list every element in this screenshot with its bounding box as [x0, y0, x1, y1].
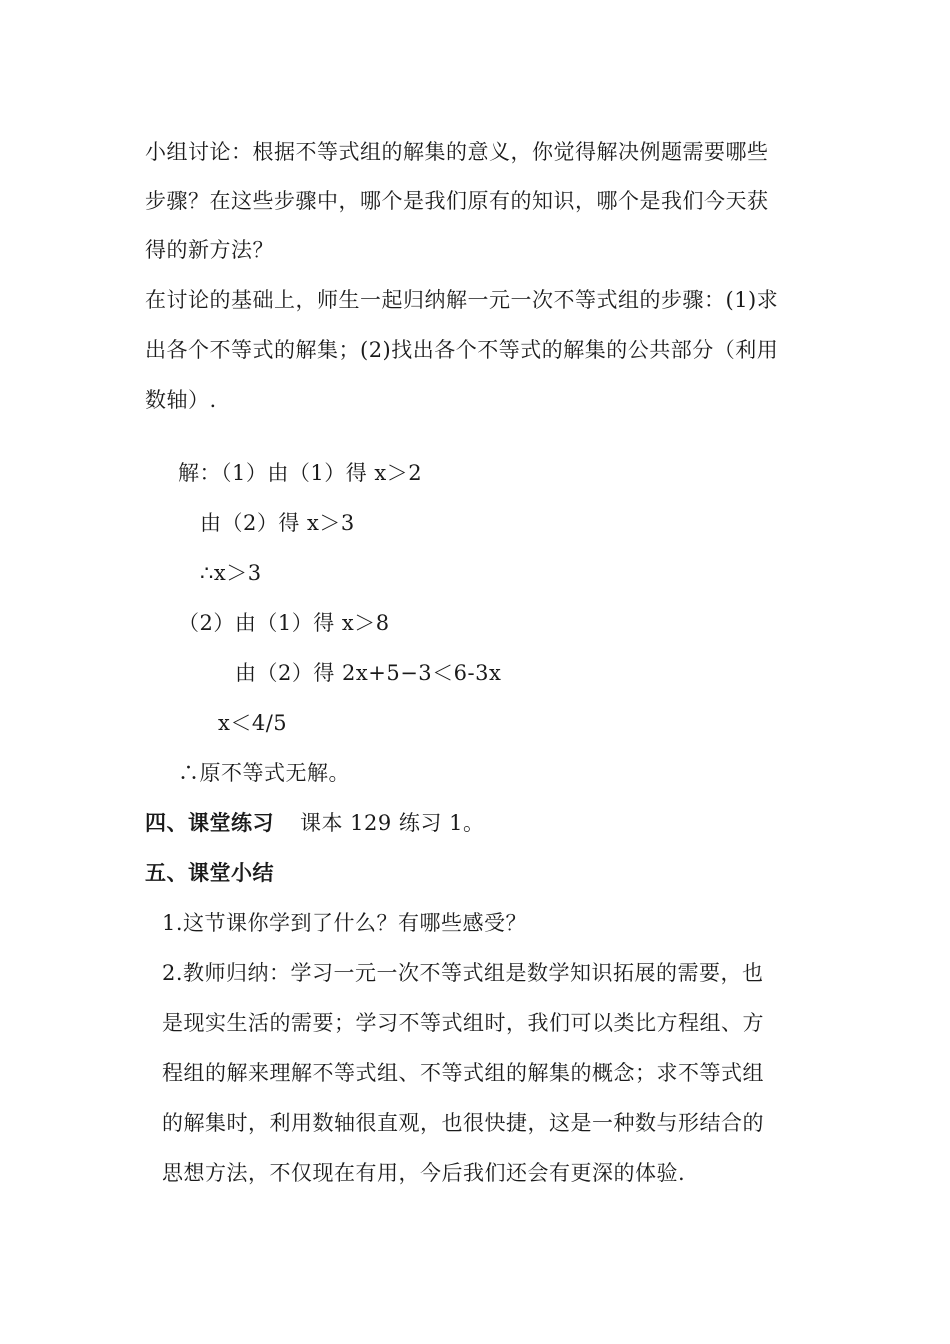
- section-5-item-2-line-1: 2.教师归纳：学习一元一次不等式组是数学知识拓展的需要，也: [162, 961, 764, 985]
- section-5-item-2-line-2: 是现实生活的需要；学习不等式组时，我们可以类比方程组、方: [162, 1011, 764, 1035]
- solution-line-4: （2）由（1）得 x＞8: [178, 611, 390, 635]
- section-4-heading: 四、课堂练习: [145, 811, 274, 835]
- solution-line-5: 由（2）得 2x+5−3＜6-3x: [235, 661, 502, 685]
- solution-line-6: x＜4/5: [218, 711, 288, 735]
- discussion-line-3: 得的新方法？: [145, 238, 274, 262]
- section-5-item-2-line-3: 程组的解来理解不等式组、不等式组的解集的概念；求不等式组: [162, 1061, 764, 1085]
- section-5-item-1: 1.这节课你学到了什么？有哪些感受？: [162, 911, 528, 935]
- steps-line-1: 在讨论的基础上，师生一起归纳解一元一次不等式组的步骤：(1)求: [145, 288, 779, 312]
- solution-line-3: ∴x＞3: [200, 561, 262, 585]
- section-5-heading: 五、课堂小结: [145, 861, 274, 885]
- section-5-item-2-line-5: 思想方法，不仅现在有用，今后我们还会有更深的体验.: [162, 1161, 686, 1185]
- steps-line-2: 出各个不等式的解集；(2)找出各个不等式的解集的公共部分（利用: [145, 338, 779, 362]
- solution-line-2: 由（2）得 x＞3: [200, 511, 355, 535]
- steps-line-3: 数轴）.: [145, 388, 217, 412]
- section-5-item-2-line-4: 的解集时，利用数轴很直观，也很快捷，这是一种数与形结合的: [162, 1111, 764, 1135]
- section-4: [145, 808, 484, 838]
- solution-line-1: 解：（1）由（1）得 x＞2: [178, 461, 423, 485]
- discussion-line-2: 步骤？在这些步骤中，哪个是我们原有的知识，哪个是我们今天获: [145, 189, 769, 213]
- section-4-text: 课本 129 练习 1。: [300, 811, 485, 835]
- discussion-line-1: 小组讨论：根据不等式组的解集的意义，你觉得解决例题需要哪些: [145, 140, 769, 164]
- solution-line-7: ∴原不等式无解。: [178, 761, 350, 785]
